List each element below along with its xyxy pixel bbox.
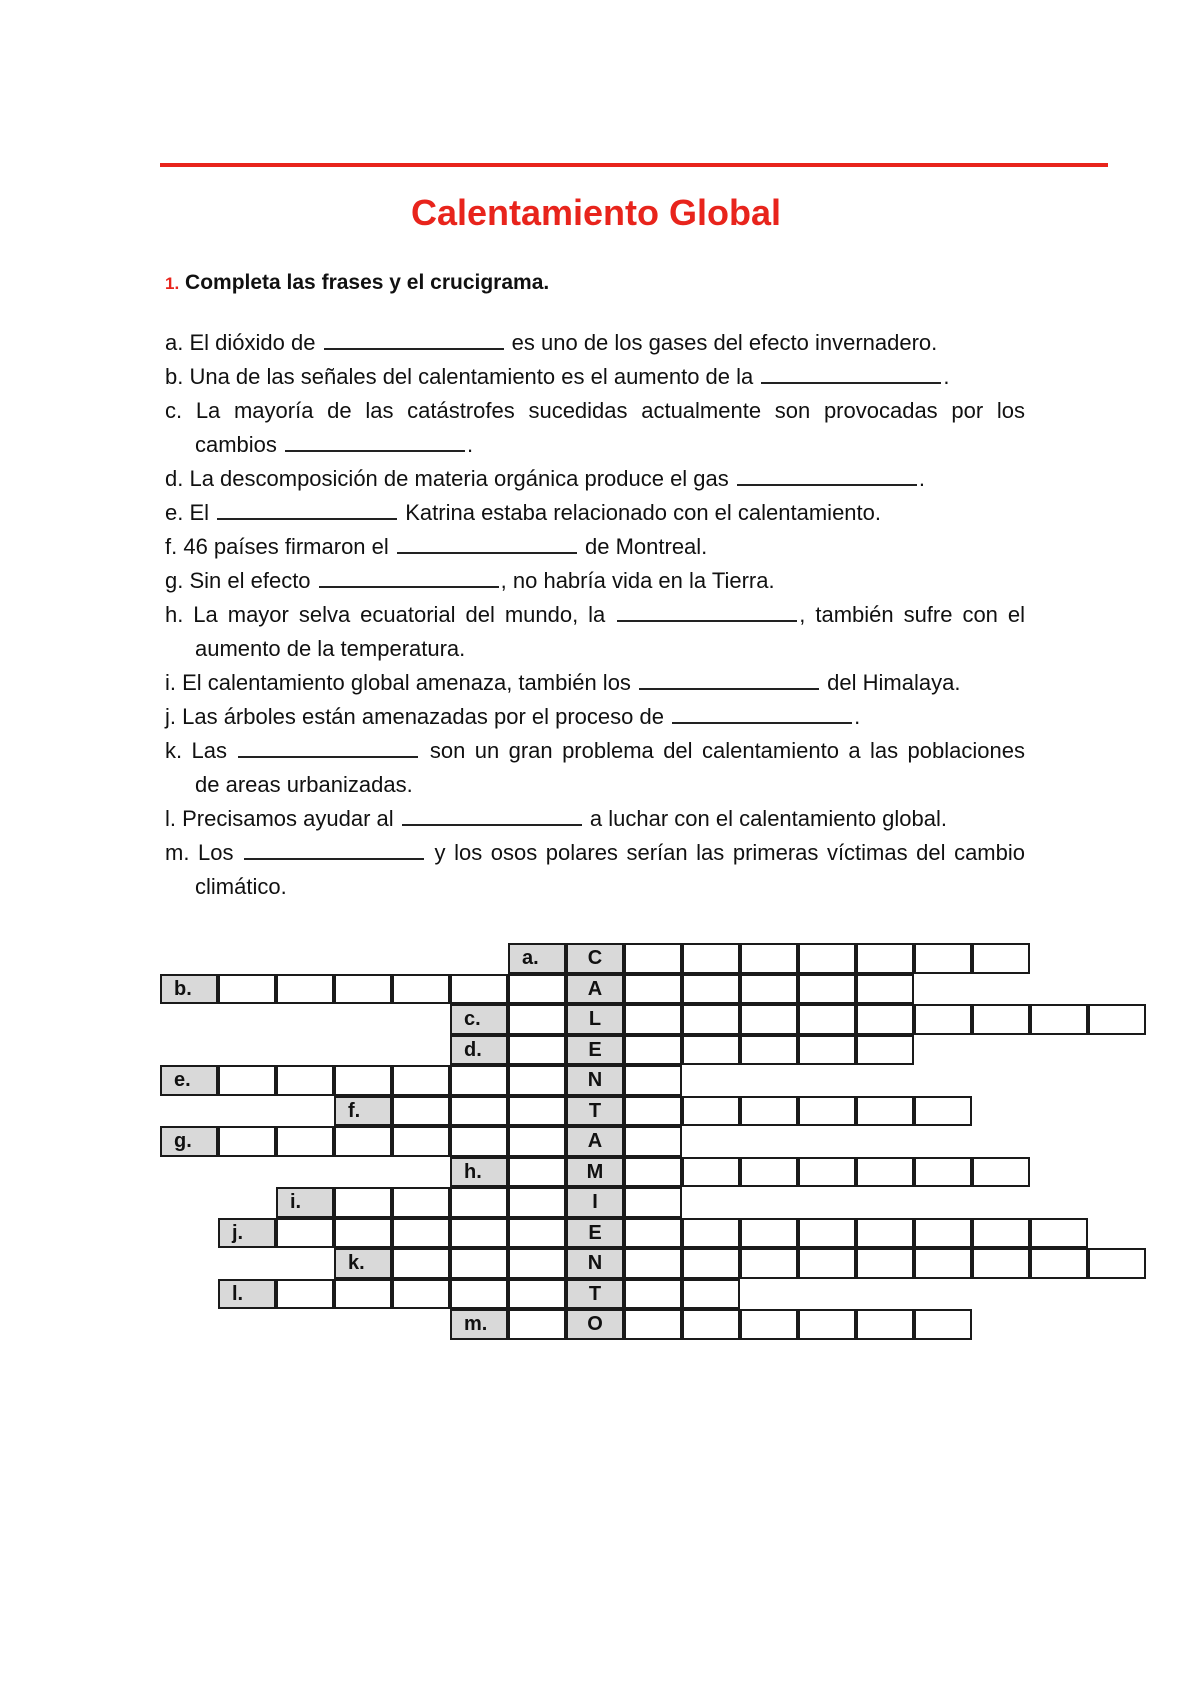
sentence-text: c. La mayoría de las catástrofes sucedidas actualmente son provocadas por los: [165, 398, 1025, 423]
crossword-cell[interactable]: [914, 1309, 972, 1340]
sentence-text: d. La descomposición de materia orgánica produce el gas: [165, 466, 735, 491]
crossword-cell[interactable]: [798, 1096, 856, 1127]
crossword-cell[interactable]: [798, 974, 856, 1005]
key-letter-cell: N: [566, 1065, 624, 1096]
crossword-cell[interactable]: [508, 1004, 566, 1035]
crossword-cell[interactable]: [972, 1004, 1030, 1035]
sentence-text: Katrina estaba relacionado con el calentamiento.: [399, 500, 882, 525]
answer-blank[interactable]: [397, 552, 577, 554]
page-title: Calentamiento Global: [410, 192, 782, 233]
crossword-cell[interactable]: [740, 943, 798, 974]
crossword-cell[interactable]: [276, 1126, 334, 1157]
crossword-cell[interactable]: [450, 1065, 508, 1096]
crossword-cell[interactable]: [624, 1126, 682, 1157]
crossword-cell[interactable]: [508, 1218, 566, 1249]
answer-blank[interactable]: [617, 620, 797, 622]
crossword-cell[interactable]: [740, 1309, 798, 1340]
crossword-cell[interactable]: [508, 1065, 566, 1096]
key-letter-cell: C: [566, 943, 624, 974]
crossword-cell[interactable]: [682, 1218, 740, 1249]
crossword-cell[interactable]: [508, 1096, 566, 1127]
clue-label-f: f.: [334, 1096, 392, 1127]
crossword-cell[interactable]: [624, 1187, 682, 1218]
crossword-cell[interactable]: [334, 1065, 392, 1096]
sentence-h: [165, 598, 1025, 632]
crossword-cell[interactable]: [218, 1065, 276, 1096]
crossword-cell[interactable]: [914, 1096, 972, 1127]
key-letter-cell: L: [566, 1004, 624, 1035]
crossword-cell[interactable]: [914, 1218, 972, 1249]
crossword-cell[interactable]: [1030, 1218, 1088, 1249]
sentence-text: f. 46 países firmaron el: [165, 534, 395, 559]
crossword-cell[interactable]: [624, 1218, 682, 1249]
sentence-text: , también sufre con el: [799, 602, 1025, 627]
crossword-cell[interactable]: [334, 974, 392, 1005]
sentence-text: es uno de los gases del efecto invernadero.: [505, 330, 938, 355]
sentence-text: y los osos polares serían las primeras víctimas del cambio: [426, 840, 1025, 865]
answer-blank[interactable]: [244, 858, 424, 860]
crossword-cell[interactable]: [218, 1126, 276, 1157]
crossword-cell[interactable]: [276, 974, 334, 1005]
clue-label-a: a.: [508, 943, 566, 974]
clue-label-d: d.: [450, 1035, 508, 1066]
sentence-text: .: [943, 364, 950, 389]
sentence-m: [165, 836, 1025, 870]
crossword-cell[interactable]: [450, 1248, 508, 1279]
crossword-cell[interactable]: [682, 1157, 740, 1188]
sentence-f: [165, 530, 1025, 564]
sentence-text: k. Las: [165, 738, 237, 763]
sentence-text: son un gran problema del calentamiento a las poblaciones: [420, 738, 1025, 763]
crossword-cell[interactable]: [1088, 1004, 1146, 1035]
answer-blank[interactable]: [319, 586, 499, 588]
crossword-cell[interactable]: [624, 1248, 682, 1279]
sentence-e: [165, 496, 1025, 530]
sentence-text: e. El: [165, 500, 216, 525]
sentence-text: del Himalaya.: [821, 670, 961, 695]
crossword-cell[interactable]: [740, 1218, 798, 1249]
crossword-cell[interactable]: [798, 1157, 856, 1188]
crossword-cell[interactable]: [508, 1248, 566, 1279]
crossword-cell[interactable]: [276, 1279, 334, 1310]
crossword-cell[interactable]: [624, 1279, 682, 1310]
answer-blank[interactable]: [238, 756, 418, 758]
sentence-k: [165, 734, 1025, 768]
crossword-cell[interactable]: [508, 1126, 566, 1157]
crossword-cell[interactable]: [450, 974, 508, 1005]
crossword-cell[interactable]: [624, 1157, 682, 1188]
crossword-cell[interactable]: [508, 974, 566, 1005]
sentence-j: [165, 700, 1025, 734]
clue-label-j: j.: [218, 1218, 276, 1249]
crossword-cell[interactable]: [334, 1187, 392, 1218]
sentence-i: [165, 666, 1025, 700]
crossword-cell[interactable]: [624, 1309, 682, 1340]
clue-label-l: l.: [218, 1279, 276, 1310]
crossword-cell[interactable]: [624, 1096, 682, 1127]
crossword-cell[interactable]: [856, 974, 914, 1005]
crossword-cell[interactable]: [798, 1035, 856, 1066]
instruction: [165, 271, 549, 295]
sentence-text: h. La mayor selva ecuatorial del mundo, la: [165, 602, 616, 627]
crossword-cell[interactable]: [740, 1004, 798, 1035]
crossword-cell[interactable]: [450, 1279, 508, 1310]
crossword-grid: [160, 943, 1092, 1343]
crossword-cell[interactable]: [624, 1065, 682, 1096]
crossword-cell[interactable]: [914, 1004, 972, 1035]
answer-blank[interactable]: [737, 484, 917, 486]
crossword-cell[interactable]: [450, 1218, 508, 1249]
key-letter-cell: T: [566, 1279, 624, 1310]
crossword-cell[interactable]: [798, 1309, 856, 1340]
crossword-cell[interactable]: [682, 974, 740, 1005]
sentence-text: a. El dióxido de: [165, 330, 322, 355]
sentence-text: .: [918, 466, 926, 491]
answer-blank[interactable]: [761, 382, 941, 384]
clue-label-c: c.: [450, 1004, 508, 1035]
crossword-cell[interactable]: [682, 1248, 740, 1279]
crossword-cell[interactable]: [276, 1065, 334, 1096]
clue-label-m: m.: [450, 1309, 508, 1340]
sentence-text: de areas urbanizadas.: [195, 772, 413, 797]
answer-blank[interactable]: [285, 450, 465, 452]
crossword-cell[interactable]: [914, 943, 972, 974]
sentence-m-continuation: [165, 870, 1025, 904]
crossword-cell[interactable]: [856, 1309, 914, 1340]
crossword-cell[interactable]: [798, 1004, 856, 1035]
sentence-text: aumento de la temperatura.: [195, 636, 466, 661]
clue-label-h: h.: [450, 1157, 508, 1188]
crossword-cell[interactable]: [1088, 1248, 1146, 1279]
crossword-cell[interactable]: [334, 1279, 392, 1310]
sentence-c-continuation: [165, 428, 1025, 462]
crossword-cell[interactable]: [798, 943, 856, 974]
crossword-cell[interactable]: [1030, 1004, 1088, 1035]
crossword-cell[interactable]: [798, 1248, 856, 1279]
crossword-cell[interactable]: [856, 1157, 914, 1188]
crossword-cell[interactable]: [856, 1218, 914, 1249]
clue-label-g: g.: [160, 1126, 218, 1157]
crossword-cell[interactable]: [624, 943, 682, 974]
crossword-cell[interactable]: [856, 1248, 914, 1279]
crossword-cell[interactable]: [682, 1279, 740, 1310]
key-letter-cell: E: [566, 1035, 624, 1066]
crossword-cell[interactable]: [682, 1004, 740, 1035]
crossword-cell[interactable]: [624, 974, 682, 1005]
crossword-cell[interactable]: [972, 1218, 1030, 1249]
crossword-cell[interactable]: [392, 1096, 450, 1127]
sentence-b: [165, 360, 1025, 394]
sentence-h-continuation: [165, 632, 1025, 666]
key-letter-cell: A: [566, 1126, 624, 1157]
crossword-cell[interactable]: [972, 1157, 1030, 1188]
sentence-c: [165, 394, 1025, 428]
crossword-cell[interactable]: [740, 1157, 798, 1188]
crossword-cell[interactable]: [682, 1035, 740, 1066]
sentence-text: cambios: [195, 432, 284, 457]
crossword-cell[interactable]: [392, 1218, 450, 1249]
sentence-text: m. Los: [165, 840, 242, 865]
crossword-cell[interactable]: [276, 1218, 334, 1249]
crossword-cell[interactable]: [508, 1157, 566, 1188]
crossword-cell[interactable]: [856, 1035, 914, 1066]
crossword-cell[interactable]: [392, 974, 450, 1005]
key-letter-cell: I: [566, 1187, 624, 1218]
crossword-cell[interactable]: [682, 1309, 740, 1340]
crossword-cell[interactable]: [740, 1035, 798, 1066]
key-letter-cell: A: [566, 974, 624, 1005]
header-rule: [160, 163, 1108, 167]
answer-blank[interactable]: [672, 722, 852, 724]
crossword-cell[interactable]: [334, 1126, 392, 1157]
sentence-text: g. Sin el efecto: [165, 568, 317, 593]
answer-blank[interactable]: [324, 348, 504, 350]
sentence-text: de Montreal.: [578, 534, 708, 559]
crossword-cell[interactable]: [740, 1248, 798, 1279]
sentence-text: .: [467, 432, 474, 457]
instruction-number: 1.: [165, 274, 180, 293]
sentence-d: [165, 462, 1025, 496]
sentence-l: [165, 802, 1025, 836]
key-letter-cell: M: [566, 1157, 624, 1188]
crossword-cell[interactable]: [740, 974, 798, 1005]
crossword-cell[interactable]: [972, 1248, 1030, 1279]
answer-blank[interactable]: [217, 518, 397, 520]
sentence-text: j. Las árboles están amenazadas por el proceso de: [165, 704, 671, 729]
sentence-text: b. Una de las señales del calentamiento es el aumento de la: [165, 364, 760, 389]
crossword-cell[interactable]: [624, 1004, 682, 1035]
sentence-k-continuation: [165, 768, 1025, 802]
crossword-cell[interactable]: [508, 1309, 566, 1340]
key-letter-cell: E: [566, 1218, 624, 1249]
sentence-list: [165, 326, 1025, 904]
crossword-cell[interactable]: [856, 1096, 914, 1127]
crossword-cell[interactable]: [798, 1218, 856, 1249]
crossword-cell[interactable]: [450, 1096, 508, 1127]
crossword-cell[interactable]: [392, 1187, 450, 1218]
crossword-cell[interactable]: [508, 1035, 566, 1066]
crossword-cell[interactable]: [218, 974, 276, 1005]
crossword-cell[interactable]: [624, 1035, 682, 1066]
crossword-cell[interactable]: [914, 1157, 972, 1188]
clue-label-i: i.: [276, 1187, 334, 1218]
crossword-cell[interactable]: [392, 1248, 450, 1279]
sentence-text: .: [854, 704, 861, 729]
crossword-cell[interactable]: [450, 1126, 508, 1157]
crossword-cell[interactable]: [392, 1065, 450, 1096]
sentence-a: [165, 326, 1025, 360]
sentence-g: [165, 564, 1025, 598]
crossword-cell[interactable]: [334, 1218, 392, 1249]
crossword-cell[interactable]: [392, 1126, 450, 1157]
sentence-text: climático.: [195, 874, 287, 899]
answer-blank[interactable]: [639, 688, 819, 690]
crossword-cell[interactable]: [508, 1279, 566, 1310]
crossword-cell[interactable]: [972, 943, 1030, 974]
sentence-text: i. El calentamiento global amenaza, también los: [165, 670, 638, 695]
key-letter-cell: O: [566, 1309, 624, 1340]
sentence-text: a luchar con el calentamiento global.: [583, 806, 947, 831]
key-letter-cell: T: [566, 1096, 624, 1127]
crossword-cell[interactable]: [682, 1096, 740, 1127]
crossword-cell[interactable]: [914, 1248, 972, 1279]
clue-label-e: e.: [160, 1065, 218, 1096]
sentence-text: l. Precisamos ayudar al: [165, 806, 400, 831]
crossword-cell[interactable]: [682, 943, 740, 974]
key-letter-cell: N: [566, 1248, 624, 1279]
instruction-text: Completa las frases y el crucigrama.: [185, 271, 550, 294]
crossword-cell[interactable]: [392, 1279, 450, 1310]
crossword-cell[interactable]: [450, 1187, 508, 1218]
clue-label-k: k.: [334, 1248, 392, 1279]
sentence-text: , no habría vida en la Tierra.: [500, 568, 775, 593]
crossword-cell[interactable]: [740, 1096, 798, 1127]
crossword-cell[interactable]: [508, 1187, 566, 1218]
answer-blank[interactable]: [402, 824, 582, 826]
clue-label-b: b.: [160, 974, 218, 1005]
crossword-cell[interactable]: [856, 1004, 914, 1035]
crossword-cell[interactable]: [1030, 1248, 1088, 1279]
crossword-cell[interactable]: [856, 943, 914, 974]
